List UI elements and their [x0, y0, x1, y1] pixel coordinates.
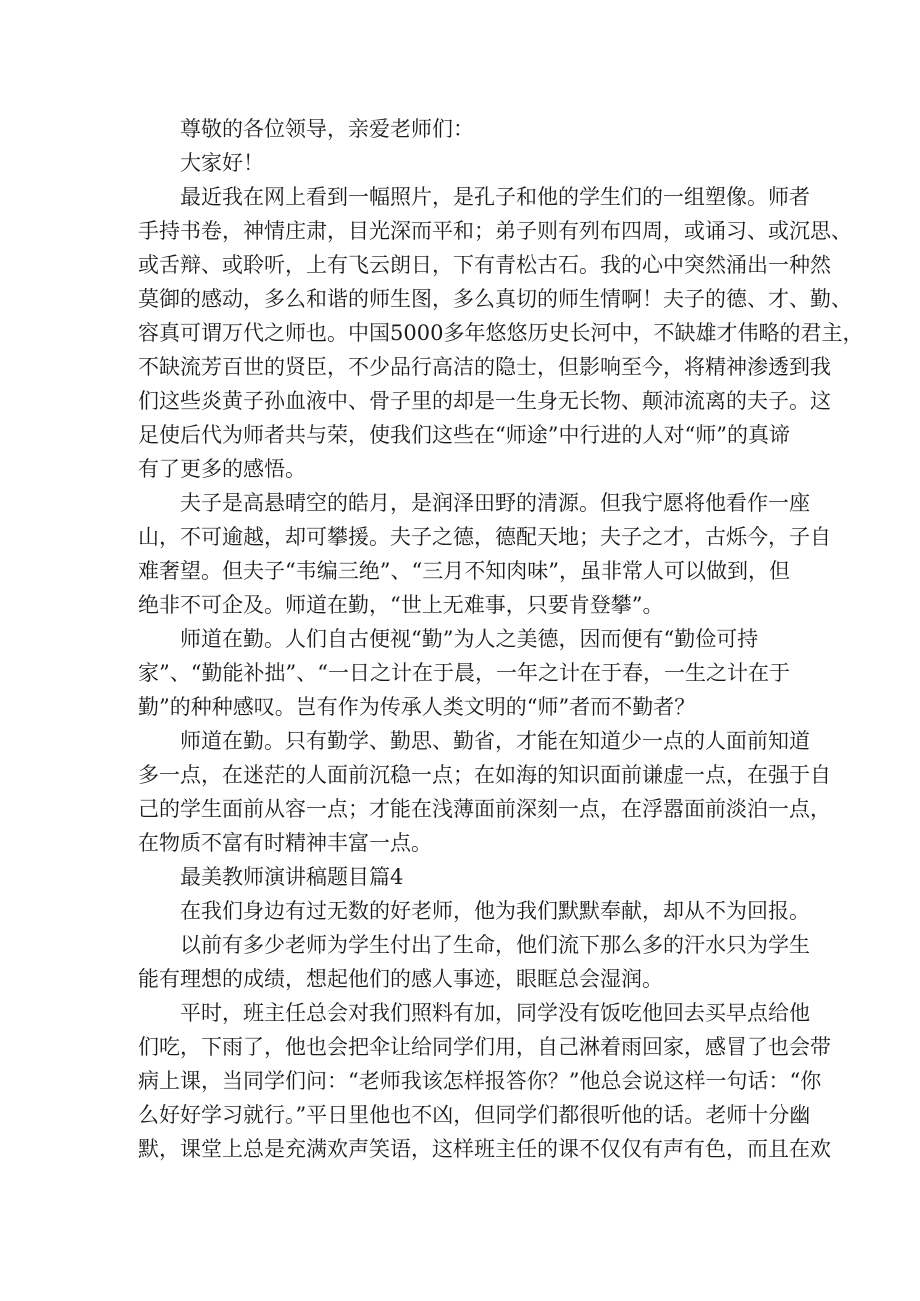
paragraph-line: 师道在勤。只有勤学、勤思、勤省，才能在知道少一点的人面前知道: [180, 729, 810, 753]
paragraph-line: 们吃，下雨了，他也会把伞让给同学们用，自己淋着雨回家，感冒了也会带: [138, 1035, 831, 1059]
paragraph-line: 夫子是高悬晴空的皓月，是润泽田野的清源。但我宁愿将他看作一座: [180, 491, 810, 515]
paragraph-line: 难奢望。但夫子“韦编三绝”、“三月不知肉味”，虽非常人可以做到，但: [138, 559, 790, 583]
paragraph-line: 莫御的感动，多么和谐的师生图，多么真切的师生情啊！夫子的德、才、勤、: [138, 287, 852, 311]
paragraph-line: 么好好学习就行。”平日里他也不凶，但同学们都很听他的话。老师十分幽: [138, 1103, 811, 1127]
paragraph-line: 在物质不富有时精神丰富一点。: [138, 831, 432, 855]
paragraph-line: 山，不可逾越，却可攀援。夫子之德，德配天地；夫子之才，古烁今，子自: [138, 525, 831, 549]
paragraph-line: 多一点，在迷茫的人面前沉稳一点；在如海的知识面前谦虚一点，在强于自: [138, 763, 831, 787]
paragraph-line: 容真可谓万代之师也。中国5000多年悠悠历史长河中，不缺雄才伟略的君主，: [138, 321, 864, 345]
paragraph-line: 平时，班主任总会对我们照料有加，同学没有饭吃他回去买早点给他: [180, 1001, 810, 1025]
paragraph-line: 以前有多少老师为学生付出了生命，他们流下那么多的汗水只为学生: [180, 933, 810, 957]
paragraph-line: 默，课堂上总是充满欢声笑语，这样班主任的课不仅仅有声有色，而且在欢: [138, 1137, 831, 1161]
salutation-line: 尊敬的各位领导，亲爱老师们：: [180, 117, 474, 141]
greeting-line: 大家好！: [180, 151, 264, 175]
paragraph-line: 手持书卷，神情庄肃，目光深而平和；弟子则有列布四周，或诵习、或沉思、: [138, 219, 852, 243]
paragraph-line: 勤”的种种感叹。岂有作为传承人类文明的“师”者而不勤者？: [138, 695, 696, 719]
paragraph-line: 家”、“勤能补拙”、“一日之计在于晨，一年之计在于春，一生之计在于: [138, 661, 790, 685]
paragraph-line: 有了更多的感悟。: [138, 457, 306, 481]
paragraph-line: 绝非不可企及。师道在勤，“世上无难事，只要肯登攀”。: [138, 593, 664, 617]
paragraph-line: 师道在勤。人们自古便视“勤”为人之美德，因而便有“勤俭可持: [180, 627, 759, 651]
paragraph-line: 能有理想的成绩，想起他们的感人事迹，眼眶总会湿润。: [138, 967, 663, 991]
paragraph-line: 们这些炎黄子孙血液中、骨子里的却是一生身无长物、颠沛流离的夫子。这: [138, 389, 831, 413]
paragraph-line: 病上课，当同学们问：“老师我该怎样报答你？”他总会说这样一句话：“你: [138, 1069, 822, 1093]
paragraph-line: 己的学生面前从容一点；才能在浅薄面前深刻一点，在浮嚣面前淡泊一点，: [138, 797, 831, 821]
paragraph-line: 不缺流芳百世的贤臣，不少品行高洁的隐士，但影响至今，将精神渗透到我: [138, 355, 831, 379]
paragraph-line: 或舌辩、或聆听，上有飞云朗日，下有青松古石。我的心中突然涌出一种然: [138, 253, 831, 277]
section-heading: 最美教师演讲稿题目篇4: [180, 865, 404, 889]
paragraph-line: 在我们身边有过无数的好老师，他为我们默默奉献，却从不为回报。: [180, 899, 810, 923]
paragraph-line: 足使后代为师者共与荣，使我们这些在“师途”中行进的人对“师”的真谛: [138, 423, 790, 447]
paragraph-line: 最近我在网上看到一幅照片，是孔子和他的学生们的一组塑像。师者: [180, 185, 810, 209]
